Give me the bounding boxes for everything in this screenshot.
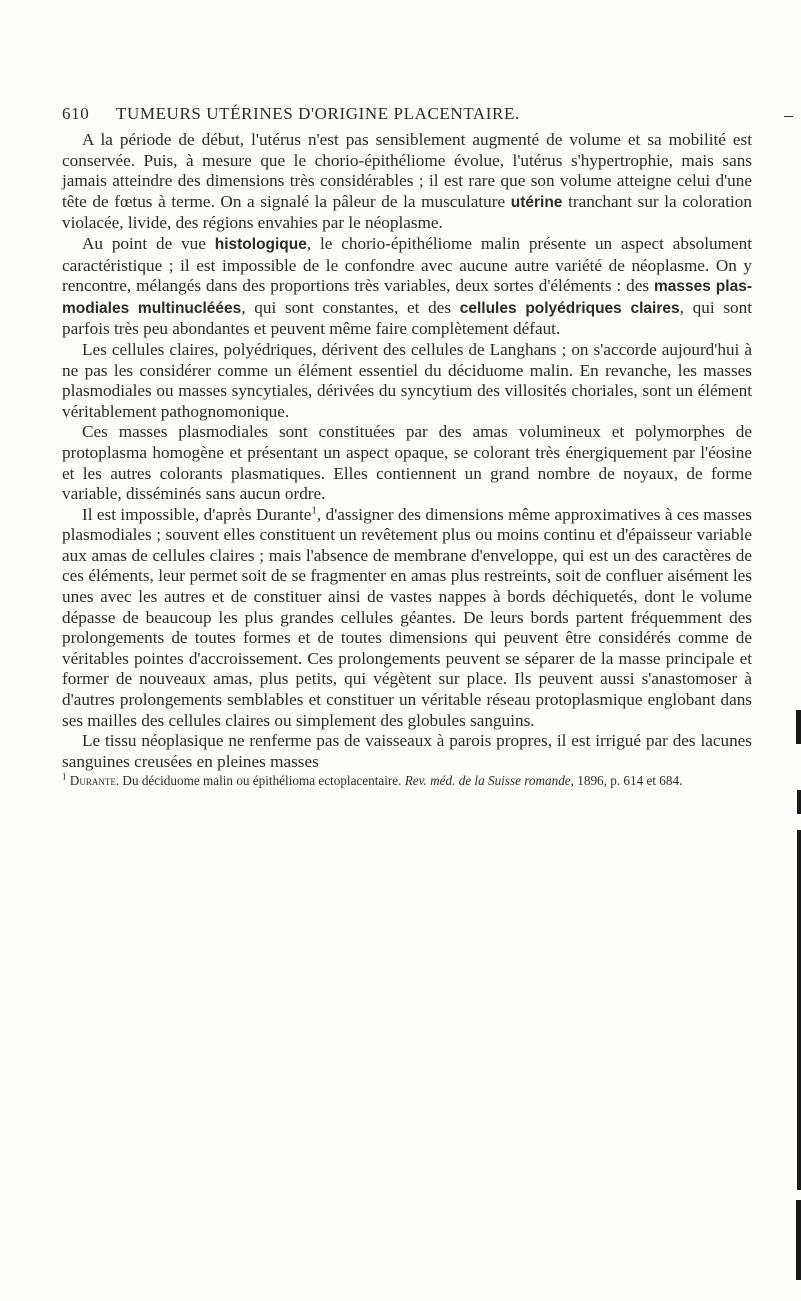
bold-term-histologique: histologique: [214, 235, 307, 253]
paragraph-5: Il est impossible, d'après Durante$^1$, d'assigner des dimensions même approximatives à ces masses plasmodiales ; souvent elles constituent un revêtement plus ou moins continu et d'épaisseur variable aux amas de cellules claires ; mais l'absence de membrane d'enveloppe, qui est un des caractères de ces éléments, leur permet soit de se fragmenter en amas plus restreints, soit de confluer aisément les unes avec les autres et de constituer ainsi de vastes nappes à bords déchiquetés, dont le volume dépasse de beaucoup les plus grandes cellules géantes. De leurs bords partent fréquemment des prolongements de toutes formes et de toutes dimensions qui peuvent être considérés comme de véritables pointes d'accroissement. Ces prolongements peuvent se séparer de la masse principale et former de nouveaux amas, plus petits, qui végètent sur place. Ils peuvent aussi s'anastomoser à d'autres prolongements semblables et constituer un véritable réseau protoplasmique englobant dans ses mailles des cellules claires ou simplement des globules sanguins.: [62, 503, 752, 730]
bold-term-masses-plasmodiales: masses plasmodiales multinucléées: [62, 278, 752, 317]
footnote: $^1$ Durante. Du déciduome malin ou épithélioma ectoplacentaire. Rev. méd. de la Suisse romande, 1896, p. 614 et 684.: [62, 771, 683, 788]
margin-dash: [784, 116, 793, 117]
paragraph-1: A la période de début, l'utérus n'est pas sensiblement augmenté de volume et sa mobilité est conservée. Puis, à mesure que le chorio-épithéliome évolue, l'utérus s'hypertrophie, mais sans jamais atteindre des dimensions très considérables ; il est rare que son volume atteigne celui d'une tête de fœtus à terme. On a signalé la pâleur de la musculature utérine tranchant sur la coloration violacée, livide, des régions envahies par le néoplasme.: [62, 130, 752, 233]
paragraph-6: Le tissu néoplasique ne renferme pas de vaisseaux à parois propres, il est irrigué par des lacunes sanguines creusées en pleines masses: [62, 731, 752, 771]
bold-term-cellules-polyedriques: cellules polyédriques claires: [459, 299, 680, 317]
running-header: [62, 104, 752, 126]
page-number: 610: [62, 104, 90, 123]
footnote-journal: Rev. méd. de la Suisse romande: [404, 773, 571, 788]
running-title: TUMEURS UTÉRINES D'ORIGINE PLACENTAIRE.: [116, 104, 520, 123]
scan-edge-mark: [796, 1200, 801, 1280]
paragraph-2: Au point de vue histologique, le chorio-épithéliome malin présente un aspect absolument caractéristique ; il est impossible de le confondre avec aucune autre variété de néoplasme. On y rencontre, mélangés dans des proportions très variables, deux sortes d'éléments : des masses plasmodiales multinucléées, qui sont constantes, et des cellules polyédriques claires, qui sont parfois très peu abondantes et peuvent même faire complètement défaut.: [62, 233, 752, 339]
scan-edge-mark: [796, 710, 801, 744]
footnote-author: Durante: [69, 773, 116, 788]
paragraph-3: Les cellules claires, polyédriques, dérivent des cellules de Langhans ; on s'accorde aujourd'hui à ne pas les considérer comme un élément essentiel du déciduome malin. En revanche, les masses plasmodiales ou masses syncytiales, dérivées du syncytium des villosités choriales, sont un élément véritablement pathognomonique.: [62, 339, 752, 421]
paragraph-4: Ces masses plasmodiales sont constituées par des amas volumineux et polymorphes de protoplasma homogène et présentant un aspect opaque, se colorant très énergiquement par l'éosine et les autres colorants plasmatiques. Elles contiennent un grand nombre de noyaux, de forme variable, disséminés sans aucun ordre.: [62, 422, 752, 504]
footnote-marker: 1: [62, 771, 67, 782]
scan-edge-mark: [797, 790, 801, 814]
body-text: [62, 130, 752, 772]
footnote-reference[interactable]: 1: [311, 503, 317, 516]
scan-edge-mark: [797, 830, 801, 1190]
bold-term-uterine: utérine: [510, 193, 563, 211]
